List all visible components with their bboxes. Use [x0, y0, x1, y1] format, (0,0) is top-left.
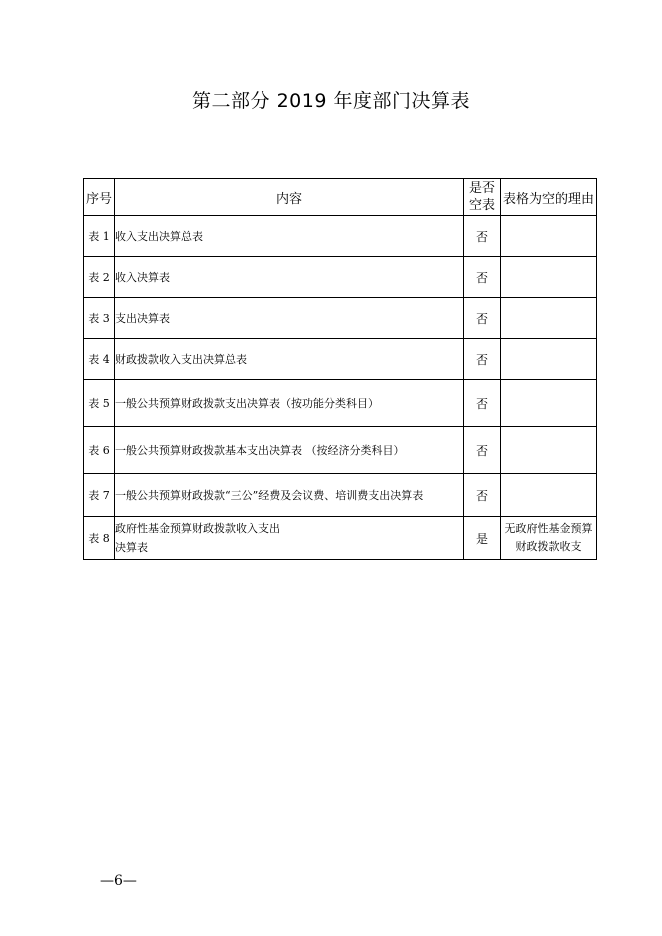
row-reason [501, 257, 597, 298]
row-empty-flag: 否 [464, 298, 501, 339]
page-number: —6— [100, 873, 137, 889]
row-content: 一般公共预算财政拨款“三公”经费及会议费、培训费支出决算表 [115, 474, 464, 517]
budget-tables-list [83, 178, 597, 560]
row-empty-flag: 否 [464, 257, 501, 298]
row-number: 表 2 [84, 257, 115, 298]
row-reason [501, 517, 597, 560]
table-row [84, 380, 597, 427]
row-reason [501, 474, 597, 517]
row-number: 表 6 [84, 427, 115, 474]
row-reason [501, 216, 597, 257]
row-number: 表 3 [84, 298, 115, 339]
row-number: 表 5 [84, 380, 115, 427]
row-reason-line1: 无政府性基金预算 [504, 522, 593, 535]
table-row [84, 517, 597, 560]
row-content-line1: 政府性基金预算财政拨款收入支出 [115, 522, 280, 535]
row-reason-line2: 财政拨款收支 [515, 540, 582, 553]
row-reason [501, 339, 597, 380]
table-row [84, 339, 597, 380]
row-content: 收入支出决算总表 [115, 216, 464, 257]
header-seq: 序号 [84, 179, 115, 216]
row-empty-flag: 否 [464, 474, 501, 517]
row-number: 表 7 [84, 474, 115, 517]
row-number: 表 4 [84, 339, 115, 380]
table-row [84, 427, 597, 474]
row-content [115, 517, 464, 560]
row-empty-flag: 否 [464, 216, 501, 257]
row-empty-flag: 是 [464, 517, 501, 560]
row-empty-flag: 否 [464, 427, 501, 474]
row-empty-flag: 否 [464, 380, 501, 427]
row-content-line2: 决算表 [115, 541, 148, 554]
table-row [84, 257, 597, 298]
row-reason [501, 427, 597, 474]
row-content: 一般公共预算财政拨款支出决算表（按功能分类科目） [115, 380, 464, 427]
table-row [84, 474, 597, 517]
header-reason: 表格为空的理由 [501, 179, 597, 216]
page-title: 第二部分 2019 年度部门决算表 [192, 90, 470, 112]
row-content: 收入决算表 [115, 257, 464, 298]
row-content: 支出决算表 [115, 298, 464, 339]
table-row [84, 216, 597, 257]
row-content: 一般公共预算财政拨款基本支出决算表 （按经济分类科目） [115, 427, 464, 474]
header-empty-line1: 是否 [468, 181, 495, 196]
row-number: 表 1 [84, 216, 115, 257]
row-empty-flag: 否 [464, 339, 501, 380]
row-content: 财政拨款收入支出决算总表 [115, 339, 464, 380]
header-empty-line2: 空表 [468, 198, 495, 213]
table-row [84, 298, 597, 339]
row-reason [501, 298, 597, 339]
row-number: 表 8 [84, 517, 115, 560]
row-reason [501, 380, 597, 427]
header-empty [464, 179, 501, 216]
table-header-row [84, 179, 597, 216]
header-content: 内容 [115, 179, 464, 216]
